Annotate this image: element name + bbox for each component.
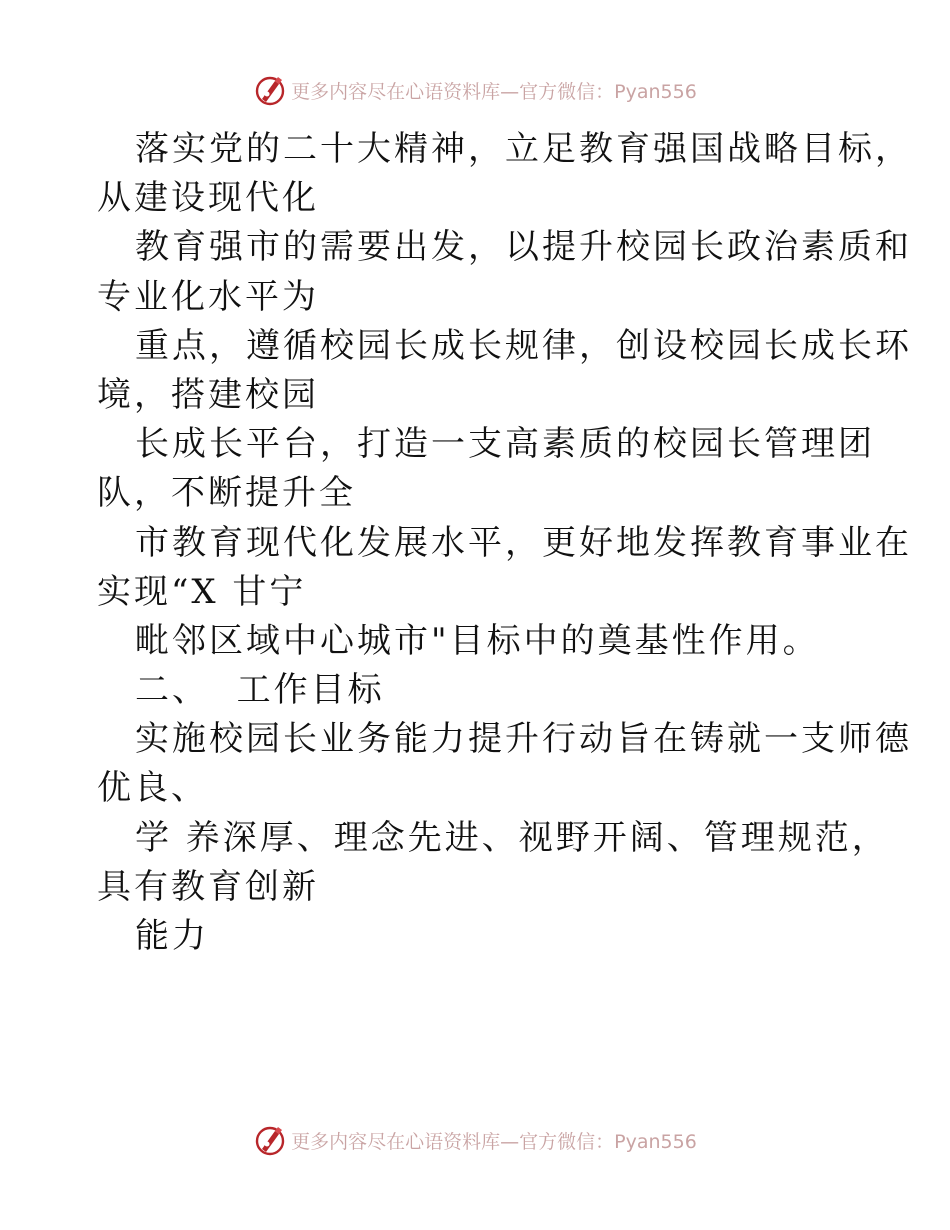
paragraph-line: 落实党的二十大精神，立足教育强国战略目标， [135, 129, 912, 169]
paragraph-line: 队，不断提升全 [97, 473, 356, 514]
pen-seal-logo-icon [253, 73, 287, 107]
paragraph-line: 实现“X 甘宁 [97, 571, 307, 612]
paragraph-line: 毗邻区域中心城市"目标中的奠基性作用。 [135, 620, 820, 661]
paragraph-line: 优良、 [97, 768, 208, 809]
paragraph-line: 从建设现代化 [97, 178, 319, 219]
paragraph-line: 学 养深厚、理念先进、视野开阔、管理规范， [135, 817, 889, 858]
paragraph-line: 具有教育创新 [97, 866, 319, 907]
document-body [97, 125, 912, 961]
watermark-text: 更多内容尽在心语资料库—官方微信：Pyan556 [291, 80, 697, 103]
paragraph-line: 长成长平台，打造一支高素质的校园长管理团 [135, 424, 875, 465]
watermark-text: 更多内容尽在心语资料库—官方微信：Pyan556 [291, 1130, 697, 1153]
paragraph-line: 教育强市的需要出发，以提升校园长政治素质和 [135, 227, 912, 268]
paragraph-line: 市教育现代化发展水平，更好地发挥教育事业在 [135, 522, 912, 563]
watermark-banner-bottom [0, 1120, 950, 1160]
paragraph-line: 重点，遵循校园长成长规律，创设校园长成长环 [135, 325, 912, 366]
pen-seal-logo-icon [253, 1123, 287, 1157]
watermark-banner-top [0, 70, 950, 110]
section-heading: 二、 工作目标 [135, 670, 385, 711]
paragraph-line: 境，搭建校园 [97, 374, 319, 415]
paragraph-line: 能力 [135, 916, 209, 956]
paragraph-line: 实施校园长业务能力提升行动旨在铸就一支师德 [135, 719, 912, 760]
paragraph-line: 专业化水平为 [97, 276, 319, 317]
